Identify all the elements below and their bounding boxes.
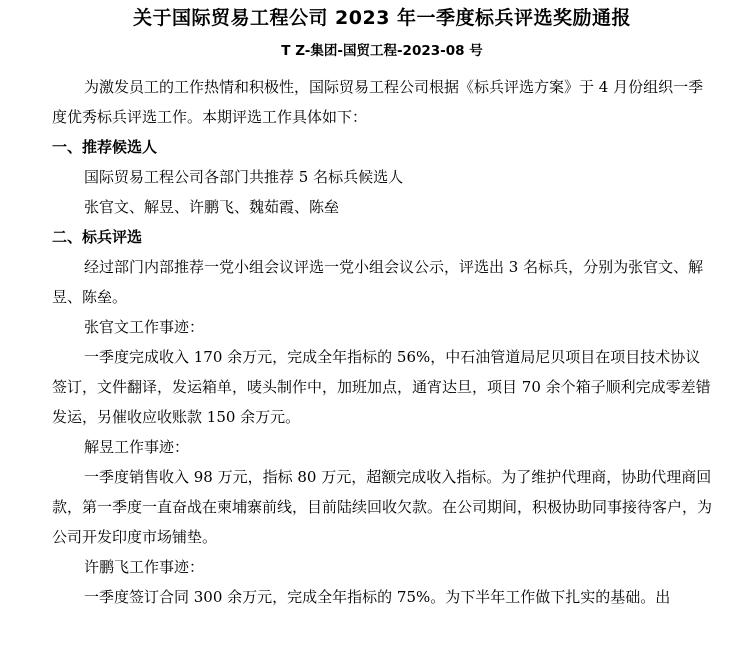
- candidate-list: 张官文、解昱、许鹏飞、魏茹霞、陈垒: [84, 198, 340, 216]
- intro-paragraph: 为激发员工的工作热情和积极性，国际贸易工程公司根据《标兵评选方案》于 4 月份组织一季度优秀标兵评选工作。本期评选工作具体如下：: [52, 78, 704, 126]
- section2-heading: 二、标兵评选: [52, 228, 143, 246]
- deed-label-xu: 许鹏飞工作事迹：: [84, 558, 205, 576]
- section1-line1: 国际贸易工程公司各部门共推荐 5 名标兵候选人: [84, 168, 404, 186]
- document-number: T Z-集团-国贸工程-2023-08 号: [281, 43, 483, 59]
- deed-label-zhang: 张官文工作事迹：: [84, 318, 205, 336]
- deed-text-xie: 一季度销售收入 98 万元，指标 80 万元，超额完成收入指标。为了维护代理商，协助代理商回款，第一季度一直奋战在柬埔寨前线，目前陆续回收欠款。在公司期间，积极协助同事接待客户，为公司开发印度市场铺垫。: [52, 468, 713, 546]
- selection-summary: 经过部门内部推荐一党小组会议评选一党小组会议公示，评选出 3 名标兵，分别为张官文、解昱、陈垒。: [52, 258, 704, 306]
- deed-text-zhang: 一季度完成收入 170 余万元，完成全年指标的 56%，中石油管道局尼贝项目在项目技术协议签订，文件翻译，发运箱单，唛头制作中，加班加点，通宵达旦，项目 70 余个箱子顺利完成零差错发运，另催收应收账款 150 余万元。: [52, 348, 711, 426]
- deed-text-xu: 一季度签订合同 300 余万元，完成全年指标的 75%。为下半年工作做下扎实的基础。出: [84, 588, 671, 606]
- deed-label-xie: 解昱工作事迹：: [84, 438, 190, 456]
- section1-heading: 一、推荐候选人: [52, 138, 158, 156]
- document-title: 关于国际贸易工程公司 2023 年一季度标兵评选奖励通报: [132, 7, 632, 29]
